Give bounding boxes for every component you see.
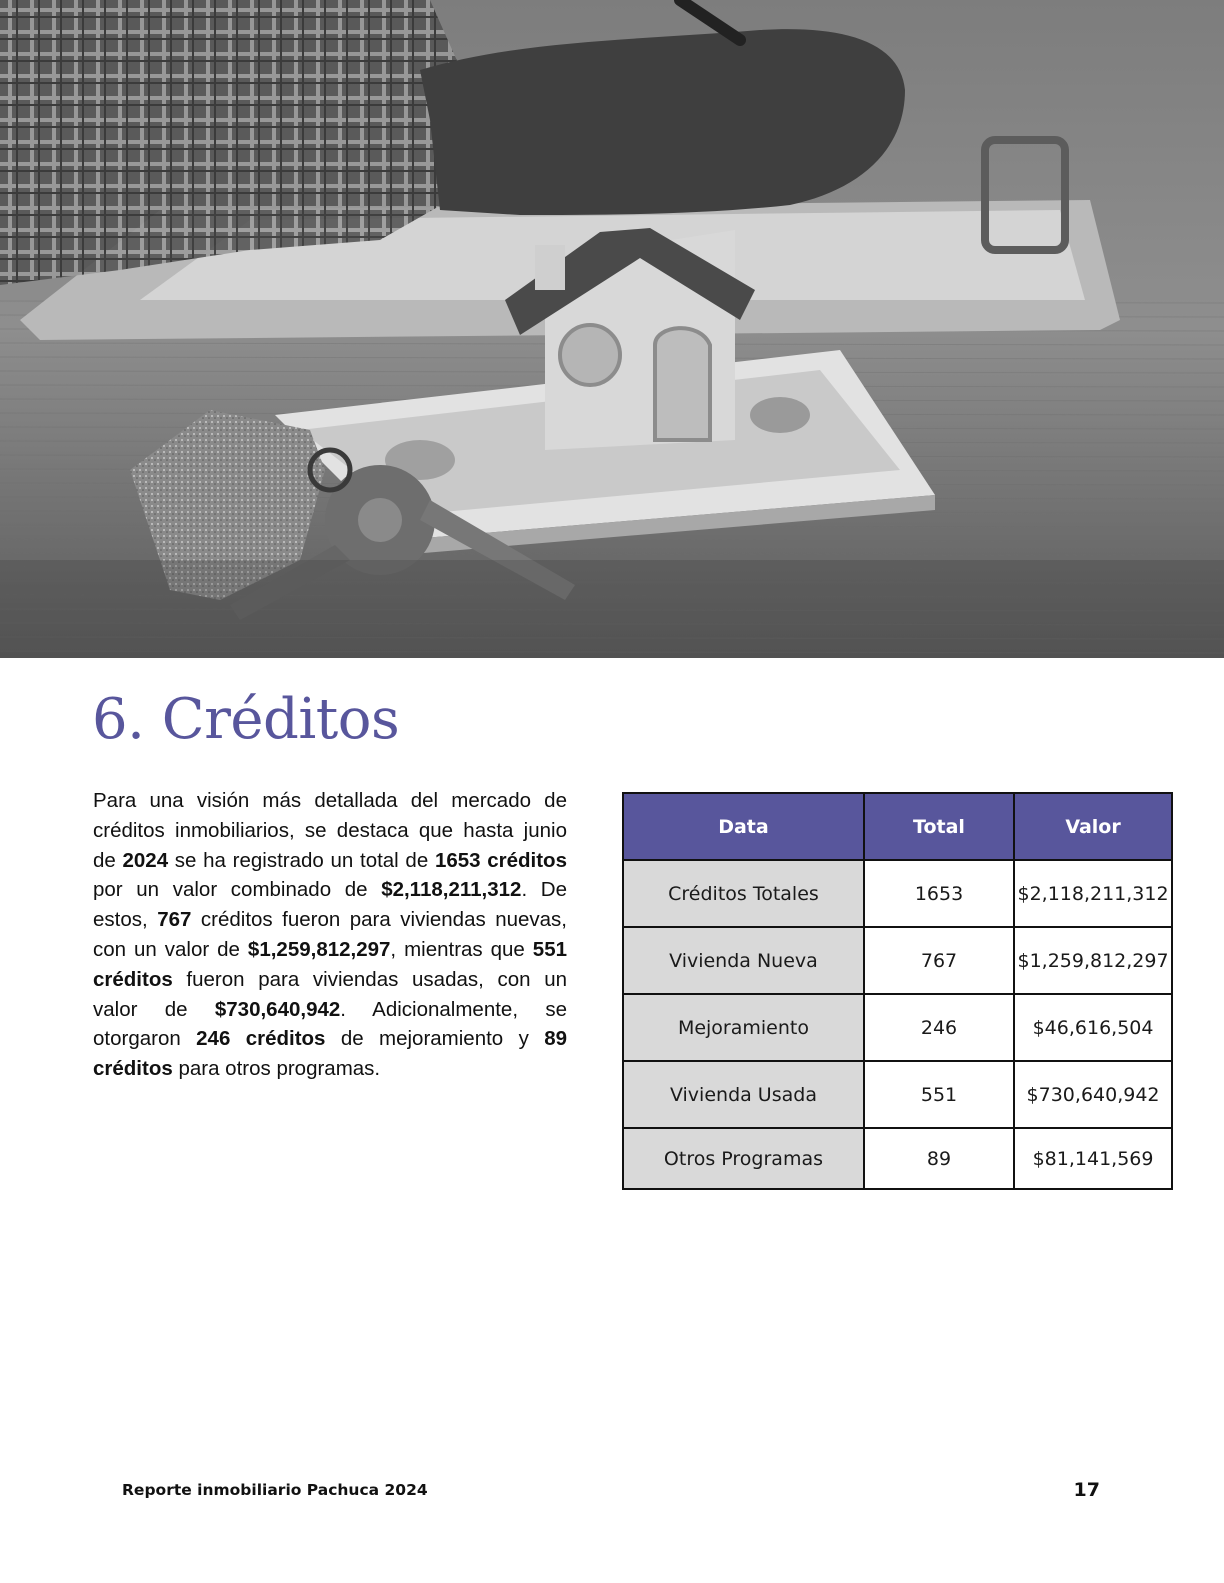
row-valor: $46,616,504 xyxy=(1014,994,1172,1061)
row-valor: $2,118,211,312 xyxy=(1014,860,1172,927)
table-row xyxy=(623,860,1172,927)
row-total: 551 xyxy=(864,1061,1014,1128)
table-row xyxy=(623,927,1172,994)
header-valor: Valor xyxy=(1014,793,1172,860)
header-data: Data xyxy=(623,793,864,860)
header-total: Total xyxy=(864,793,1014,860)
row-total: 246 xyxy=(864,994,1014,1061)
intro-paragraph: Para una visión más detallada del mercado de créditos inmobiliarios, se destaca que hasta junio de 2024 se ha registrado un total de 1653 créditos por un valor combinado de $2,118,211,312. De estos, 767 créditos fueron para viviendas nuevas, con un valor de $1,259,812,297, mientras que 551 créditos fueron para viviendas usadas, con un valor de $730,640,942. Adicionalmente, se otorgaron 246 créditos de mejoramiento y 89 créditos para otros programas. xyxy=(93,789,568,1081)
row-valor: $81,141,569 xyxy=(1014,1128,1172,1189)
page-number: 17 xyxy=(1073,1479,1100,1501)
row-total: 767 xyxy=(864,927,1014,994)
row-total: 89 xyxy=(864,1128,1014,1189)
row-valor: $730,640,942 xyxy=(1014,1061,1172,1128)
row-label: Mejoramiento xyxy=(623,994,864,1061)
row-label: Vivienda Usada xyxy=(623,1061,864,1128)
row-total: 1653 xyxy=(864,860,1014,927)
hero-photo xyxy=(0,0,1224,658)
row-label: Créditos Totales xyxy=(623,860,864,927)
credits-table xyxy=(622,792,1173,1190)
row-valor: $1,259,812,297 xyxy=(1014,927,1172,994)
row-label: Otros Programas xyxy=(623,1128,864,1189)
table-header-row xyxy=(623,793,1172,860)
table-row xyxy=(623,1061,1172,1128)
row-label: Vivienda Nueva xyxy=(623,927,864,994)
house-model-keys-money-photo-icon xyxy=(0,0,1224,658)
table-row xyxy=(623,1128,1172,1189)
section-title: 6. Créditos xyxy=(92,687,400,752)
footer-report-title: Reporte inmobiliario Pachuca 2024 xyxy=(122,1481,428,1499)
table-row xyxy=(623,994,1172,1061)
